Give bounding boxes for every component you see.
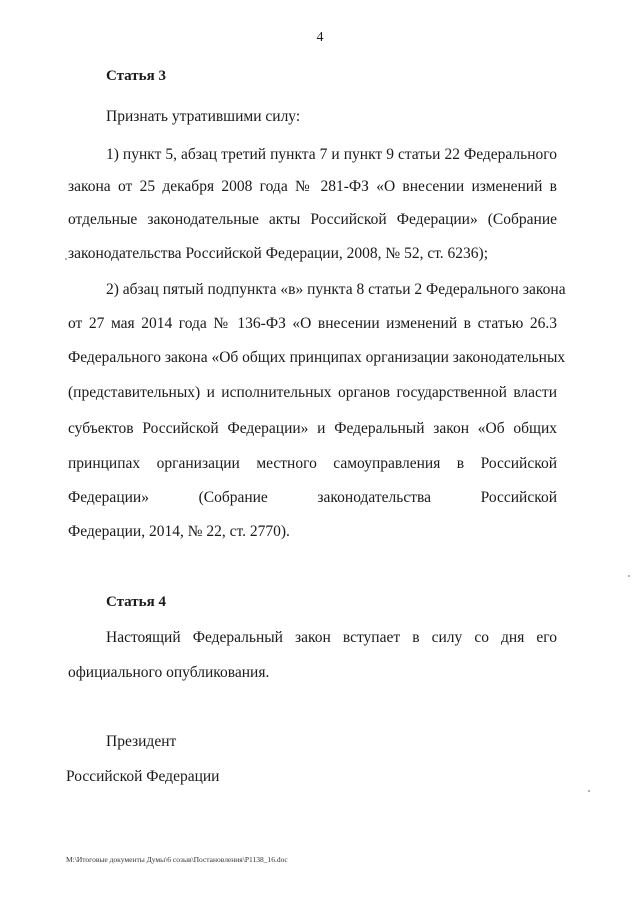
item-1-line-1: 1) пункт 5, абзац третий пункта 7 и пункт 9 статьи 22 Федерального — [106, 146, 557, 163]
article-3-heading: Статья 3 — [106, 68, 166, 84]
article-4-heading: Статья 4 — [106, 594, 166, 610]
scan-speck — [628, 575, 630, 577]
footer-file-path: M:\Итоговые документы Думы\6 созыв\Постановления\P1138_16.doc — [66, 855, 288, 864]
item-2-line-2: от 27 мая 2014 года № 136-ФЗ «О внесении изменений в статью 26.3 — [68, 315, 557, 332]
signature-title: Президент — [106, 733, 177, 750]
item-2-line-8: Федерации, 2014, № 22, ст. 2770). — [68, 523, 290, 540]
item-2-line-4: (представительных) и исполнительных органов государственной власти — [68, 384, 557, 401]
scan-speck — [65, 258, 67, 260]
signature-subtitle: Российской Федерации — [66, 768, 220, 785]
scan-speck — [588, 790, 590, 792]
item-1-line-2: закона от 25 декабря 2008 года № 281-ФЗ «О внесении изменений в — [68, 178, 557, 195]
item-2-line-5: субъектов Российской Федерации» и Федеральный закон «Об общих — [68, 420, 557, 437]
article-4-line-1: Настоящий Федеральный закон вступает в силу со дня его — [106, 629, 557, 646]
item-2-line-1: 2) абзац пятый подпункта «в» пункта 8 статьи 2 Федерального закона — [106, 281, 566, 298]
item-1-line-4: законодательства Российской Федерации, 2008, № 52, ст. 6236); — [68, 245, 489, 262]
page-number: 4 — [316, 30, 324, 45]
item-2-line-6: принципах организации местного самоуправления в Российской — [68, 455, 557, 472]
article-3-intro: Признать утратившими силу: — [106, 108, 301, 125]
item-2-line-7: Федерации» (Собрание законодательства Российской — [68, 489, 557, 506]
item-1-line-3: отдельные законодательные акты Российской Федерации» (Собрание — [68, 211, 557, 228]
article-4-line-2: официального опубликования. — [68, 664, 270, 681]
item-2-line-3: Федерального закона «Об общих принципах организации законодательных — [68, 349, 566, 366]
